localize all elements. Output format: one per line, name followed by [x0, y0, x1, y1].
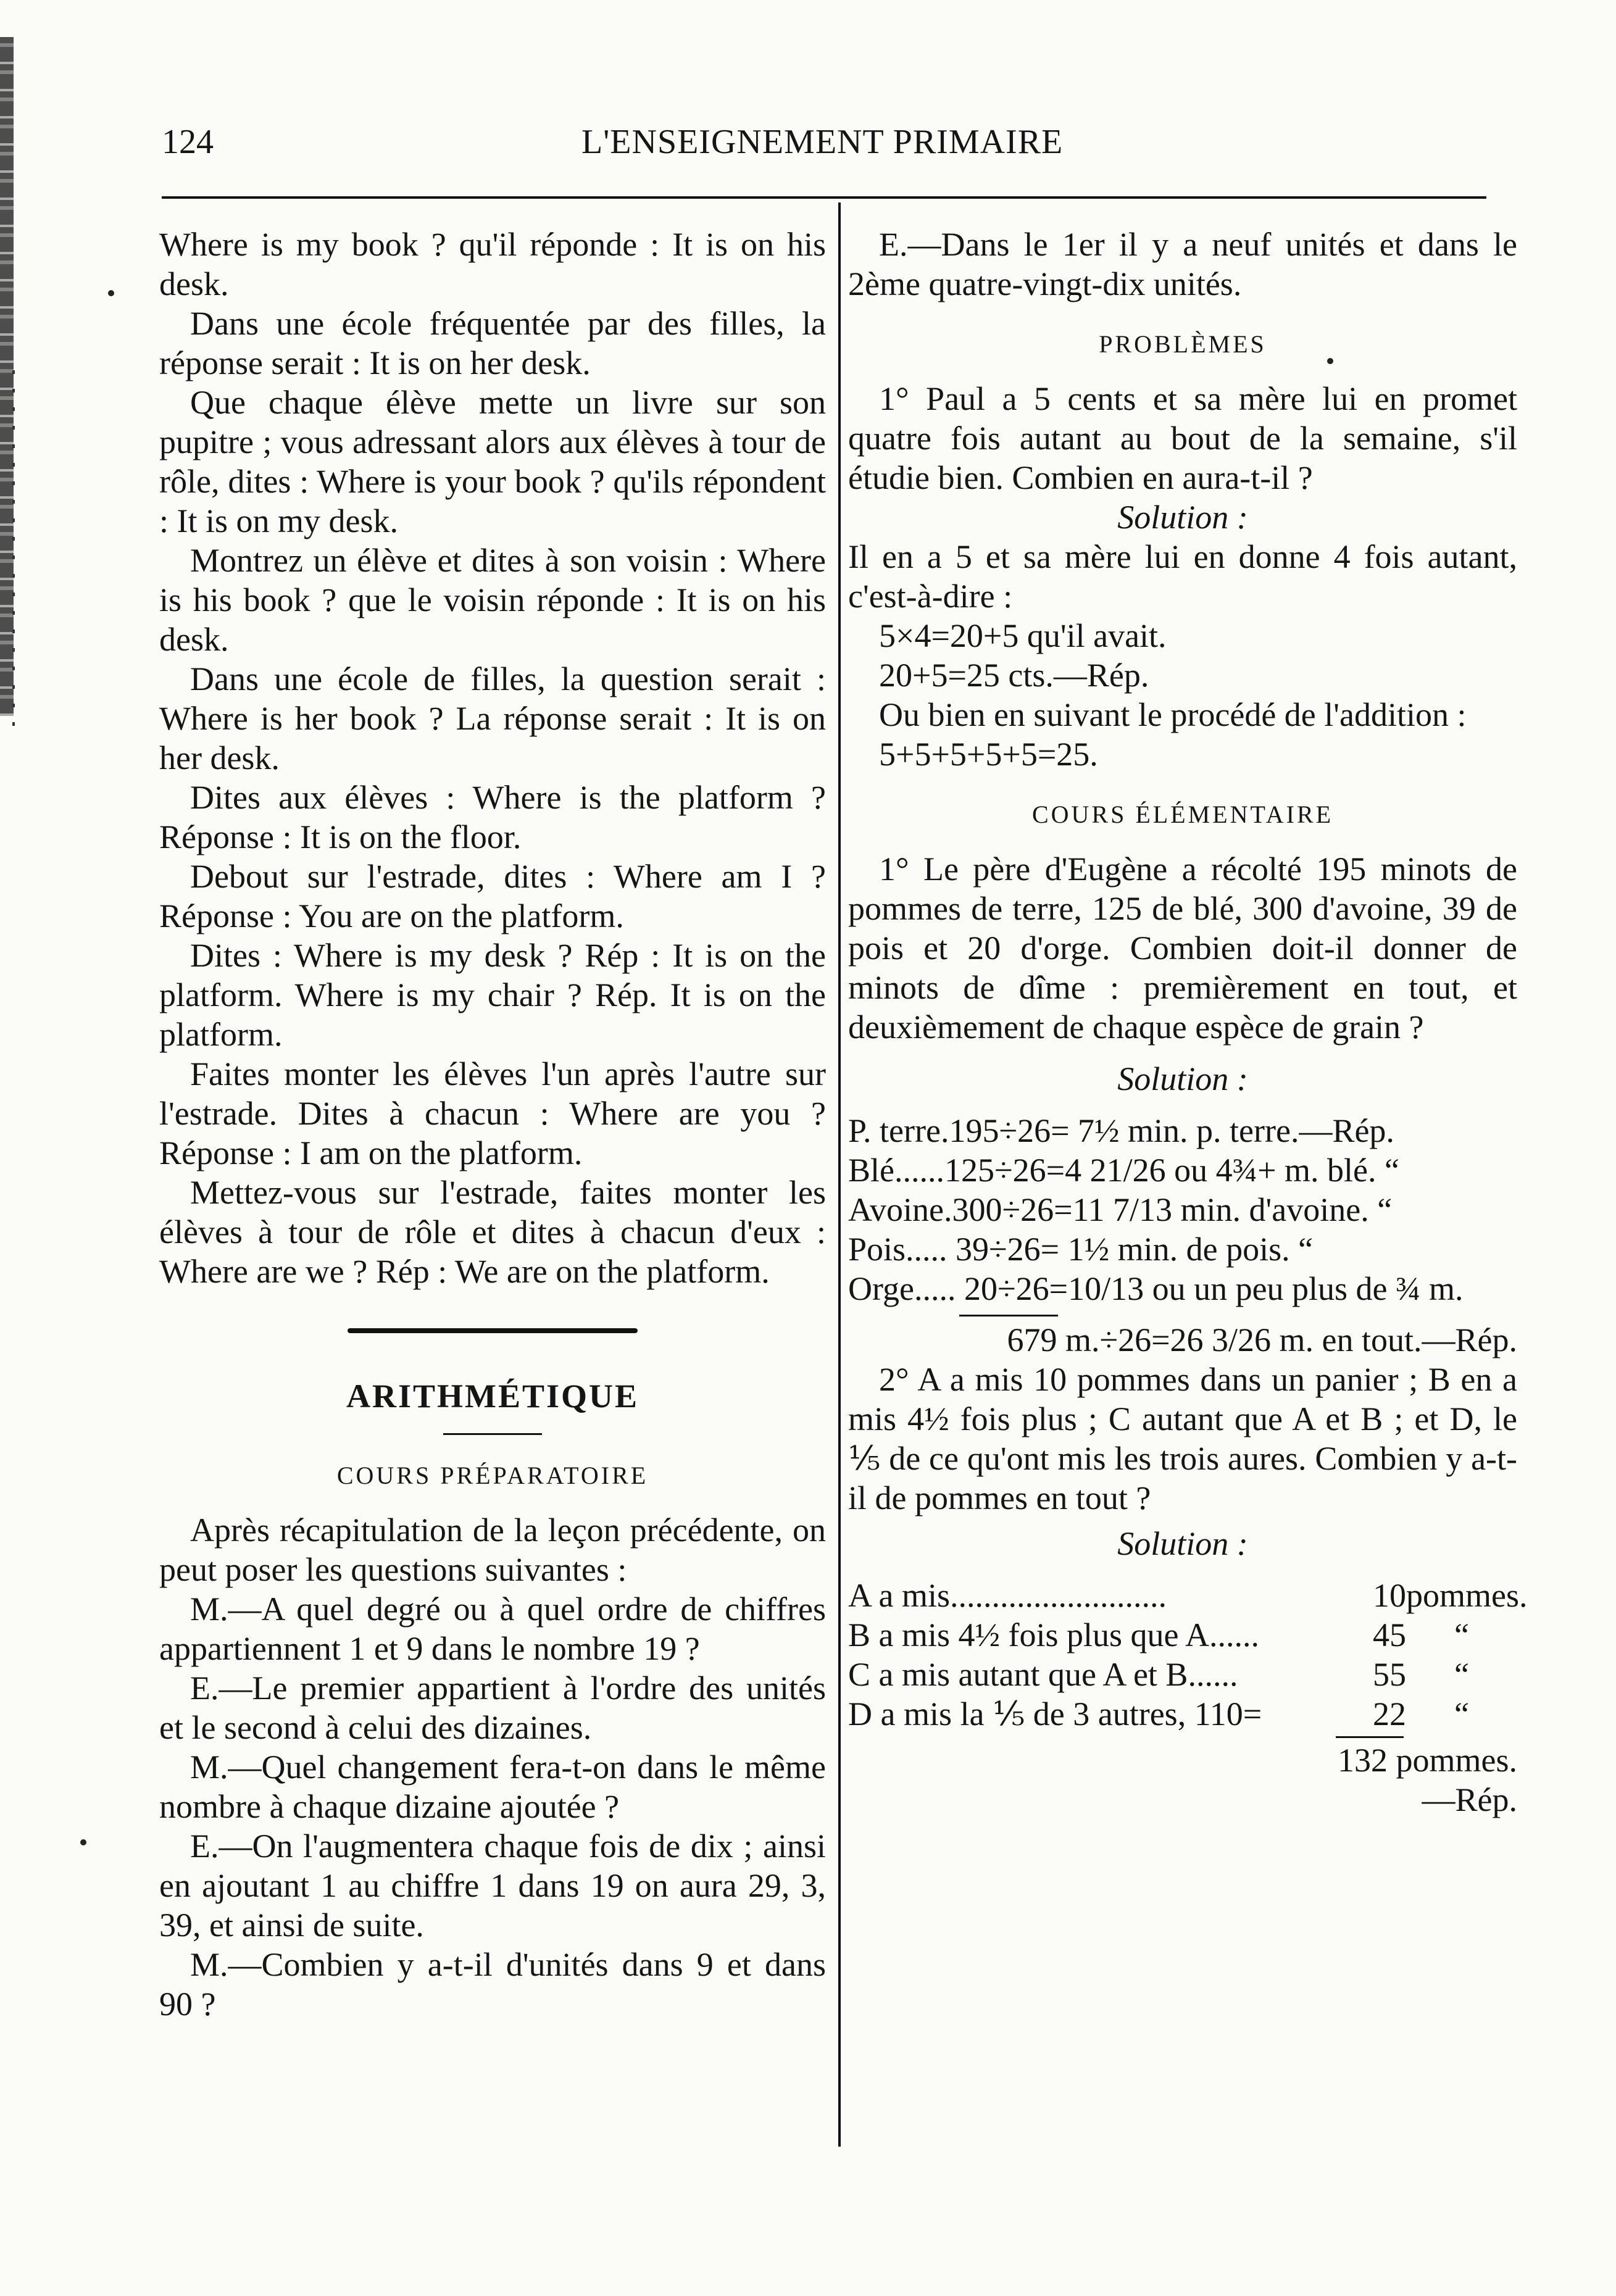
row-label: B a mis 4½ fois plus que A......: [848, 1616, 1260, 1653]
ornamental-rule: [348, 1328, 638, 1333]
solution-line: P. terre.195÷26= 7½ min. p. terre.—Rép.: [848, 1112, 1394, 1149]
paragraph: Dites aux élèves : Where is the platform ? Réponse : It is on the floor.: [159, 779, 826, 855]
page-number: 124: [162, 123, 214, 161]
problem-statement: 2° A a mis 10 pommes dans un panier ; B en a mis 4½ fois plus ; C autant que A et B ; et D, le ⅕ de ce qu'ont mis les trois aures. Combien y a-t-il de pommes en tout ?: [848, 1361, 1517, 1516]
short-rule: [443, 1433, 542, 1435]
row-label: C a mis autant que A et B......: [848, 1656, 1238, 1693]
row-label: A a mis..........................: [848, 1577, 1167, 1614]
right-column: [848, 225, 1528, 1820]
print-speck: [1327, 358, 1333, 364]
answer-label: —Rép.: [1422, 1781, 1517, 1818]
solution-label: Solution :: [1117, 1525, 1248, 1562]
solution-row: [848, 1694, 1517, 1734]
header-rule: [162, 196, 1486, 199]
calculation-line: 20+5=25 cts.—Rép.: [879, 657, 1149, 694]
solution-row: [848, 1655, 1517, 1694]
calculation-line: 5×4=20+5 qu'il avait.: [879, 617, 1167, 654]
row-unit: “: [1454, 1656, 1469, 1693]
paragraph: Where is my book ? qu'il réponde : It is on his desk.: [159, 226, 826, 302]
row-value: 55: [1373, 1656, 1406, 1693]
problem-statement: 1° Paul a 5 cents et sa mère lui en promet quatre fois autant au bout de la semaine, s'il étudie bien. Combien en aura-t-il ?: [848, 380, 1517, 496]
sum-rule: [1336, 1736, 1404, 1738]
solution-line: Avoine.300÷26=11 7/13 min. d'avoine. “: [848, 1191, 1393, 1228]
running-title: L'ENSEIGNEMENT PRIMAIRE: [581, 123, 1064, 161]
row-value: 45: [1373, 1616, 1406, 1653]
problems-heading: PROBLÈMES: [1099, 330, 1267, 358]
course-heading: COURS ÉLÉMENTAIRE: [1031, 801, 1334, 828]
problem-statement: 1° Le père d'Eugène a récolté 195 minots de pommes de terre, 125 de blé, 300 d'avoine, 39 de pois et 20 d'orge. Combien doit-il donner de minots de dîme : premièrement en tout, et deuxièmement de chaque espèce de grain ?: [848, 851, 1517, 1046]
paragraph: Après récapitulation de la leçon précédente, on peut poser les questions suivantes :: [159, 1512, 826, 1588]
paragraph: Dans une école de filles, la question serait : Where is her book ? La réponse serait : It is on her desk.: [159, 660, 826, 776]
solution-line: Pois..... 39÷26= 1½ min. de pois. “: [848, 1231, 1314, 1268]
print-speck: [80, 1839, 86, 1845]
solution-label: Solution :: [1117, 499, 1248, 536]
paragraph: E.—On l'augmentera chaque fois de dix ; ainsi en ajoutant 1 au chiffre 1 dans 19 on aura 29, 3, 39, et ainsi de suite.: [159, 1828, 826, 1944]
row-value: 22: [1373, 1695, 1406, 1732]
solution-label: Solution :: [1117, 1060, 1248, 1097]
paragraph: Que chaque élève mette un livre sur son pupitre ; vous adressant alors aux élèves à tour de rôle, dites : Where is your book ? qu'ils répondent : It is on my desk.: [159, 384, 826, 539]
paragraph: Dans une école fréquentée par des filles, la réponse serait : It is on her desk.: [159, 305, 826, 381]
solution-line: Blé......125÷26=4 21/26 ou 4¾+ m. blé. “: [848, 1152, 1399, 1189]
section-title: ARITHMÉTIQUE: [346, 1378, 639, 1415]
paragraph: Mettez-vous sur l'estrade, faites monter les élèves à tour de rôle et dites à chacun d'eux : Where are we ? Rép : We are on the platform.: [159, 1174, 826, 1290]
paragraph: Faites monter les élèves l'un après l'autre sur l'estrade. Dites à chacun : Where are you ? Réponse : I am on the platform.: [159, 1055, 826, 1171]
paragraph: Montrez un élève et dites à son voisin : Where is his book ? que le voisin réponde : It is on his desk.: [159, 542, 826, 658]
paragraph: E.—Dans le 1er il y a neuf unités et dans le 2ème quatre-vingt-dix unités.: [848, 226, 1517, 302]
row-unit: pommes.: [1406, 1577, 1528, 1614]
paragraph: Debout sur l'estrade, dites : Where am I ? Réponse : You are on the platform.: [159, 858, 826, 934]
column-divider: [838, 202, 841, 2147]
row-label: D a mis la ⅕ de 3 autres, 110=: [848, 1695, 1262, 1732]
row-unit: “: [1454, 1616, 1469, 1653]
calculation-line: 5+5+5+5+5=25.: [879, 736, 1098, 773]
row-value: 10: [1373, 1577, 1406, 1614]
solution-row: [848, 1615, 1517, 1655]
row-unit: “: [1454, 1695, 1469, 1732]
sum-rule: [959, 1315, 1058, 1316]
solution-total: 132 pommes.: [1338, 1742, 1517, 1779]
paragraph: M.—Combien y a-t-il d'unités dans 9 et dans 90 ?: [159, 1946, 826, 2023]
book-spine-marks: [12, 370, 15, 741]
paragraph: Dites : Where is my desk ? Rép : It is on the platform. Where is my chair ? Rép. It is on the platform.: [159, 937, 826, 1053]
solution-total: 679 m.÷26=26 3/26 m. en tout.—Rép.: [1007, 1321, 1517, 1358]
paragraph: M.—Quel changement fera-t-on dans le même nombre à chaque dizaine ajoutée ?: [159, 1749, 826, 1825]
left-column: [159, 225, 826, 2024]
paragraph: M.—A quel degré ou à quel ordre de chiffres appartiennent 1 et 9 dans le nombre 19 ?: [159, 1591, 826, 1667]
solution-line: Orge..... 20÷26=10/13 ou un peu plus de ¾ m.: [848, 1270, 1464, 1307]
paragraph: E.—Le premier appartient à l'ordre des unités et le second à celui des dizaines.: [159, 1670, 826, 1746]
solution-text: Il en a 5 et sa mère lui en donne 4 fois autant, c'est-à-dire :: [848, 538, 1517, 615]
page-header: [162, 122, 1483, 172]
subsection-heading: COURS PRÉPARATOIRE: [336, 1462, 649, 1489]
solution-text: Ou bien en suivant le procédé de l'addition :: [879, 696, 1467, 733]
solution-row: [848, 1576, 1528, 1615]
book-spine-edge: [0, 37, 14, 716]
print-speck: [108, 290, 114, 296]
